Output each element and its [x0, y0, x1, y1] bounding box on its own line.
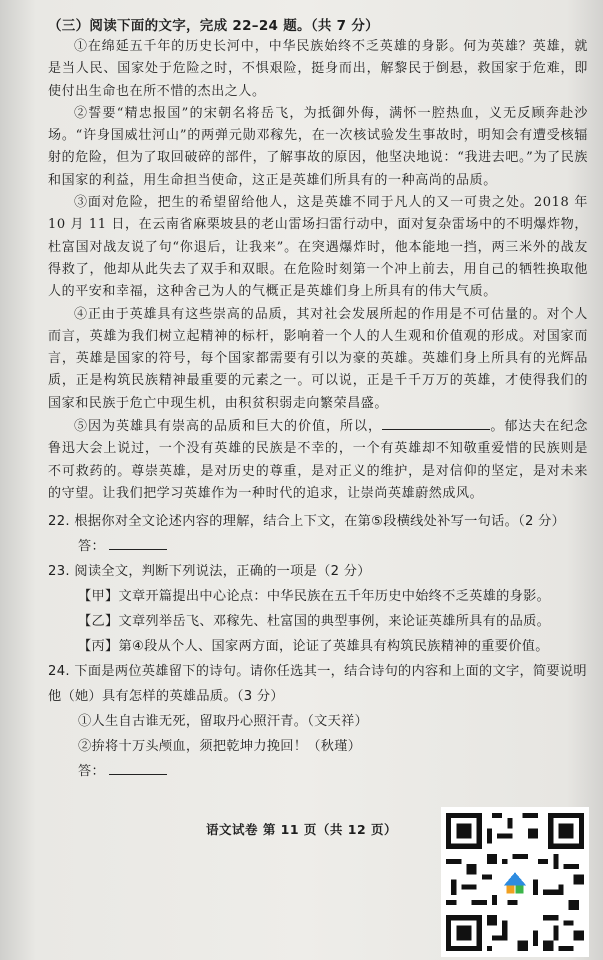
- option-jia[interactable]: 【甲】文章开篇提出中心论点：中华民族在五千年历史中始终不乏英雄的身影。: [78, 589, 551, 605]
- qr-code-icon: [441, 807, 589, 957]
- question-22: 22. 根据你对全文论述内容的理解，结合上下文，在第⑤段横线处补写一句话。（2 分）: [48, 514, 566, 530]
- answer-22: [48, 534, 588, 559]
- poem-2: ②拚将十万头颅血，须把乾坤力挽回！（秋瑾）: [78, 739, 362, 755]
- paragraph-5-rest: 。郁达夫在纪念鲁迅大会上说过，一个没有英雄的民族是不幸的，一个有英雄却不知敬重爱惜的民族则是不可救药的。尊崇英雄，是对历史的尊重，是对正义的维护，是对信仰的坚定，是对未来的守望。让我们把学习英雄作为一种时代的追求，让崇尚英雄蔚然成风。: [48, 419, 588, 501]
- question-24: 24. 下面是两位英雄留下的诗句。请你任选其一，结合诗句的内容和上面的文字，简要说明他（她）具有怎样的英雄品质。（3 分）: [48, 664, 587, 705]
- page-footer: 语文试卷 第 11 页（共 12 页）: [205, 822, 398, 837]
- paragraph-1: ①在绵延五千年的历史长河中，中华民族始终不乏英雄的身影。何为英雄？英雄，就是当人民、国家处于危险之时，不惧艰险，挺身而出，解黎民于倒悬，救国家于危难，即使付出生命也在所不惜的杰出之人。: [48, 39, 588, 99]
- option-yi[interactable]: 【乙】文章列举岳飞、邓稼先、杜富国的典型事例，来论证英雄所具有的品质。: [78, 614, 551, 630]
- answer-22-label: 答：: [78, 539, 105, 555]
- fill-in-blank[interactable]: [382, 415, 490, 430]
- exam-page: [48, 14, 588, 784]
- section-title: （三）阅读下面的文字，完成 22–24 题。（共 7 分）: [48, 18, 379, 34]
- answer-22-blank[interactable]: [109, 535, 167, 550]
- paragraph-5: [48, 415, 588, 505]
- paragraph-2: ②誓要“精忠报国”的宋朝名将岳飞，为抵御外侮，满怀一腔热血，义无反顾奔赴沙场。“许身国威壮河山”的两弹元勋邓稼先，在一次核试验发生事故时，明知会有遭受核辐射的危险，但为了取回破碎的部件，了解事故的原因，他坚决地说：“我进去吧。”为了民族和国家的利益，用生命担当使命，这正是英雄们所具有的一种高尚的品质。: [48, 105, 588, 188]
- question-23: 23. 阅读全文，判断下列说法，正确的一项是（2 分）: [48, 564, 371, 580]
- answer-24-blank[interactable]: [109, 760, 167, 775]
- paragraph-4: ④正由于英雄具有这些崇高的品质，其对社会发展所起的作用是不可估量的。对个人而言，英雄为我们树立起精神的标杆，影响着一个人的人生观和价值观的形成。对国家而言，英雄是国家的符号，每个国家都需要有引以为豪的英雄。英雄们身上所具有的光辉品质，正是构筑民族精神最重要的元素之一。可以说，正是千千万万的英雄，才使得我们的国家和民族于危亡中现生机，由积贫积弱走向繁荣昌盛。: [48, 306, 588, 411]
- answer-24-label: 答：: [78, 764, 105, 780]
- paragraph-3: ③面对危险，把生的希望留给他人，这是英雄不同于凡人的又一可贵之处。2018 年 10 月 11 日，在云南省麻栗坡县的老山雷场扫雷行动中，面对复杂雷场中的不明爆炸物，杜富国对战友说了句“你退后，让我来”。在突遇爆炸时，他本能地一挡，两三米外的战友得救了，他却从此失去了双手和双眼。在危险时刻第一个冲上前去，用自己的牺牲换取他人的平安和幸福，这种舍己为人的气概正是英雄们身上所具有的伟大气质。: [48, 195, 588, 300]
- paragraph-5-lead: ⑤因为英雄具有崇高的品质和巨大的价值，所以，: [74, 419, 382, 435]
- poem-1: ①人生自古谁无死，留取丹心照汗青。（文天祥）: [78, 714, 369, 730]
- option-bing[interactable]: 【丙】第④段从个人、国家两方面，论证了英雄具有构筑民族精神的重要价值。: [78, 639, 549, 655]
- answer-24: [48, 759, 588, 784]
